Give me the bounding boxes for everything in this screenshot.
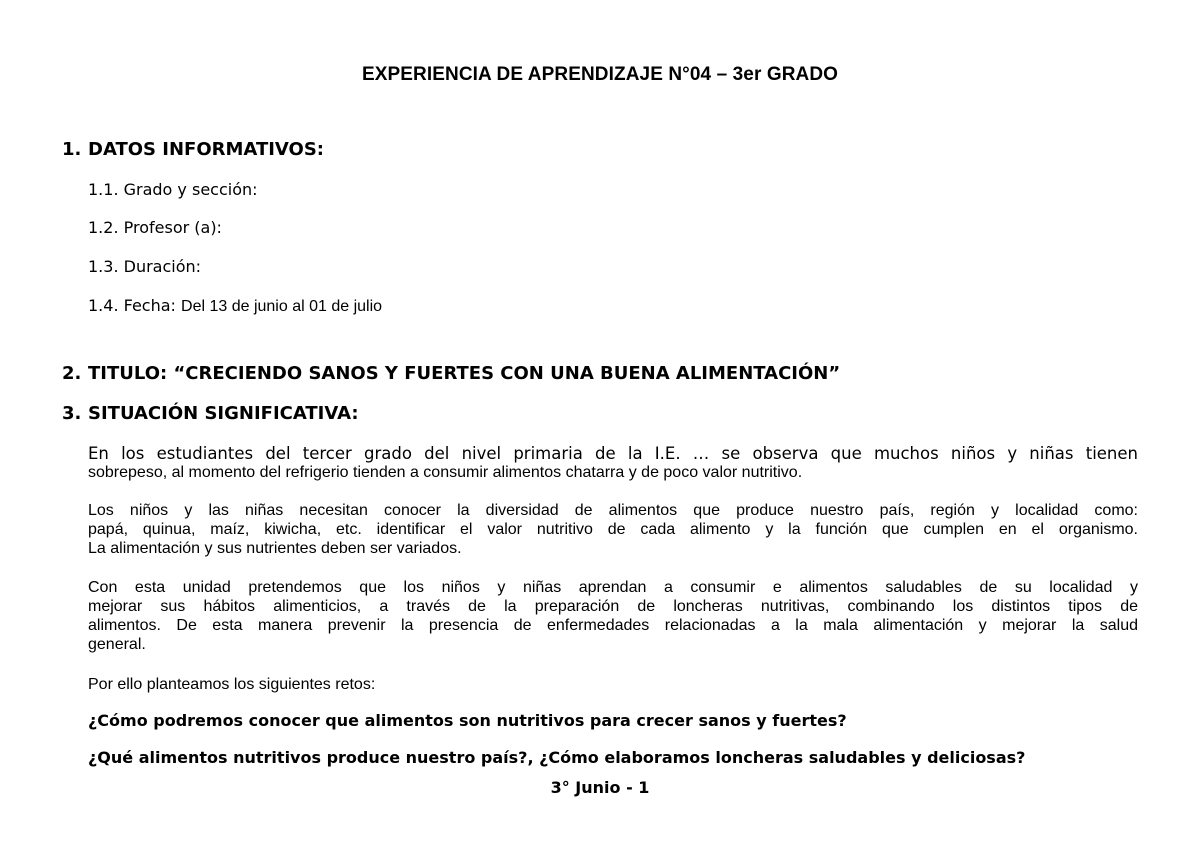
section-1-title: DATOS INFORMATIVOS:	[88, 139, 325, 160]
info-item-label: 1.4. Fecha:	[88, 296, 182, 315]
section-1-heading	[62, 139, 324, 160]
paragraph-line: papá, quinua, maíz, kiwicha, etc. identificar el valor nutritivo de cada alimento y la función que cumplen en el organismo.	[88, 521, 1138, 538]
reto-question-1: ¿Cómo podremos conocer que alimentos son nutritivos para crecer sanos y fuertes?	[88, 711, 847, 730]
paragraph-line: mejorar sus hábitos alimenticios, a través de la preparación de loncheras nutritivas, combinando los distintos tipos de	[88, 598, 1138, 615]
info-item-profesor	[88, 218, 222, 237]
paragraph-line: general.	[88, 636, 146, 653]
paragraph-line: Los niños y las niñas necesitan conocer la diversidad de alimentos que produce nuestro país, región y localidad como:	[88, 502, 1138, 519]
info-item-label: 1.1. Grado y sección:	[88, 180, 258, 199]
section-1-number: 1.	[62, 139, 82, 160]
section-3-title: SITUACIÓN SIGNIFICATIVA:	[88, 403, 359, 424]
section-3-number: 3.	[62, 403, 82, 424]
paragraph-line: Con esta unidad pretendemos que los niños y niñas aprendan a consumir e alimentos saludables de su localidad y	[88, 579, 1138, 596]
info-item-label: 1.2. Profesor (a):	[88, 218, 222, 237]
reto-question-2: ¿Qué alimentos nutritivos produce nuestro país?, ¿Cómo elaboramos loncheras saludables y deliciosas?	[88, 748, 1026, 767]
info-item-label: 1.3. Duración:	[88, 257, 202, 276]
document-title: EXPERIENCIA DE APRENDIZAJE N°04 – 3er GRADO	[361, 64, 839, 85]
situation-paragraph-2	[88, 501, 1138, 558]
page-footer: 3° Junio - 1	[550, 778, 650, 797]
info-item-value: Del 13 de junio al 01 de julio	[181, 298, 383, 315]
paragraph-line: La alimentación y sus nutrientes deben ser variados.	[88, 540, 462, 557]
retos-intro: Por ello planteamos los siguientes retos:	[88, 676, 376, 693]
info-item-duracion	[88, 257, 201, 276]
section-2-number: 2.	[62, 363, 82, 384]
paragraph-line: sobrepeso, al momento del refrigerio tienden a consumir alimentos chatarra y de poco valor nutritivo.	[88, 464, 803, 481]
paragraph-line: En los estudiantes del tercer grado del nivel primaria de la I.E. … se observa que muchos niños y niñas tienen	[88, 444, 1138, 463]
section-3-heading	[62, 403, 359, 424]
situation-paragraph-3	[88, 578, 1138, 654]
info-item-grado	[88, 180, 258, 199]
info-item-fecha	[88, 296, 382, 316]
section-2-title: TITULO: “CRECIENDO SANOS Y FUERTES CON UNA BUENA ALIMENTACIÓN”	[88, 363, 841, 384]
paragraph-line: alimentos. De esta manera prevenir la presencia de enfermedades relacionadas a la mala alimentación y mejorar la salud	[88, 617, 1138, 634]
section-2-heading	[62, 363, 840, 384]
situation-paragraph-1	[88, 444, 1138, 482]
